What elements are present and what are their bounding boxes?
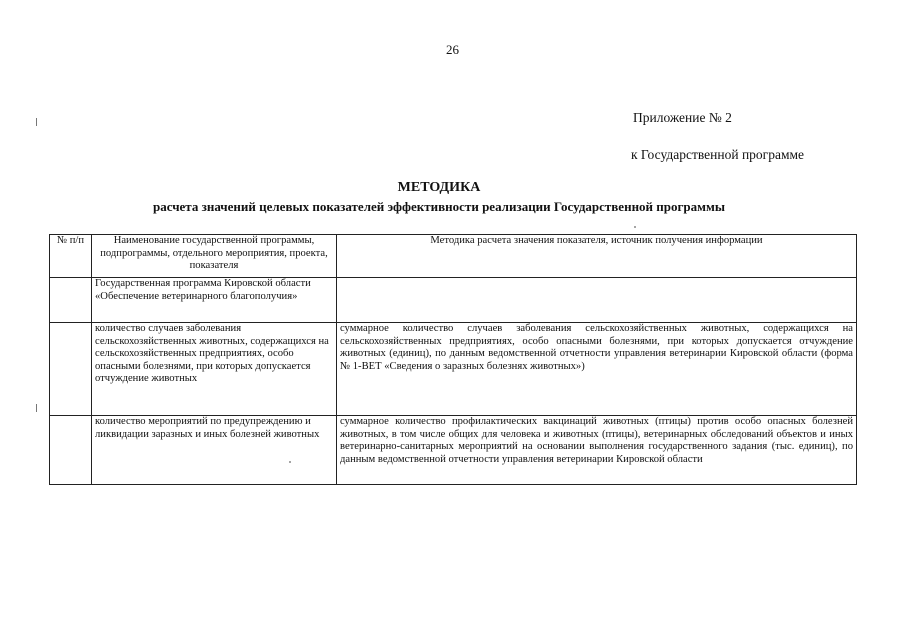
document-title: МЕТОДИКА (397, 180, 481, 195)
table-row (50, 416, 857, 485)
cell-number (50, 278, 92, 323)
cell-method: суммарное количество случаев заболевания сельскохозяйственных животных, содержащихся на сельскохозяйственных предприятиях, особо опасными болезнями, при которых допускается отчуждение животных (единиц), по данным ведомственной отчетности управления ветеринарии Кировской области (форма № 1-ВЕТ «Сведения о заразных болезнях животных») (337, 323, 857, 416)
table-header-row (50, 235, 857, 278)
cell-number (50, 323, 92, 416)
appendix-label: Приложение № 2 (633, 110, 732, 125)
header-name: Наименование государственной программы, подпрограммы, отдельного мероприятия, проекта, показателя (92, 235, 337, 278)
margin-mark (36, 118, 37, 126)
methodology-table (49, 234, 857, 485)
cell-method: суммарное количество профилактических вакцинаций животных (птицы) против особо опасных болезней животных, в том числе общих для человека и животных (птицы), ветеринарных обследований объектов и иных ветеринарно-санитарных мероприятий на основании выполнения государственного задания (тыс. единиц), по данным ведомственной отчетности управления ветеринарии Кировской области (337, 416, 857, 485)
document-subtitle: расчета значений целевых показателей эффективности реализации Государственной программы (152, 199, 726, 214)
cell-number (50, 416, 92, 485)
table-row (50, 278, 857, 323)
appendix-subtitle: к Государственной программе (631, 147, 805, 162)
margin-mark (36, 404, 37, 412)
scan-speck (634, 226, 636, 228)
table-row (50, 323, 857, 416)
header-number: № п/п (50, 235, 92, 278)
cell-method (337, 278, 857, 323)
cell-name: Государственная программа Кировской области «Обеспечение ветеринарного благополучия» (92, 278, 337, 323)
page-number: 26 (446, 42, 459, 57)
header-method: Методика расчета значения показателя, источник получения информации (337, 235, 857, 278)
cell-name: количество случаев заболевания сельскохозяйственных животных, содержащихся на сельскохозяйственных предприятиях, особо опасными болезнями, при которых допускается отчуждение животных (92, 323, 337, 416)
cell-name: количество мероприятий по предупреждению и ликвидации заразных и иных болезней животных (92, 416, 337, 485)
